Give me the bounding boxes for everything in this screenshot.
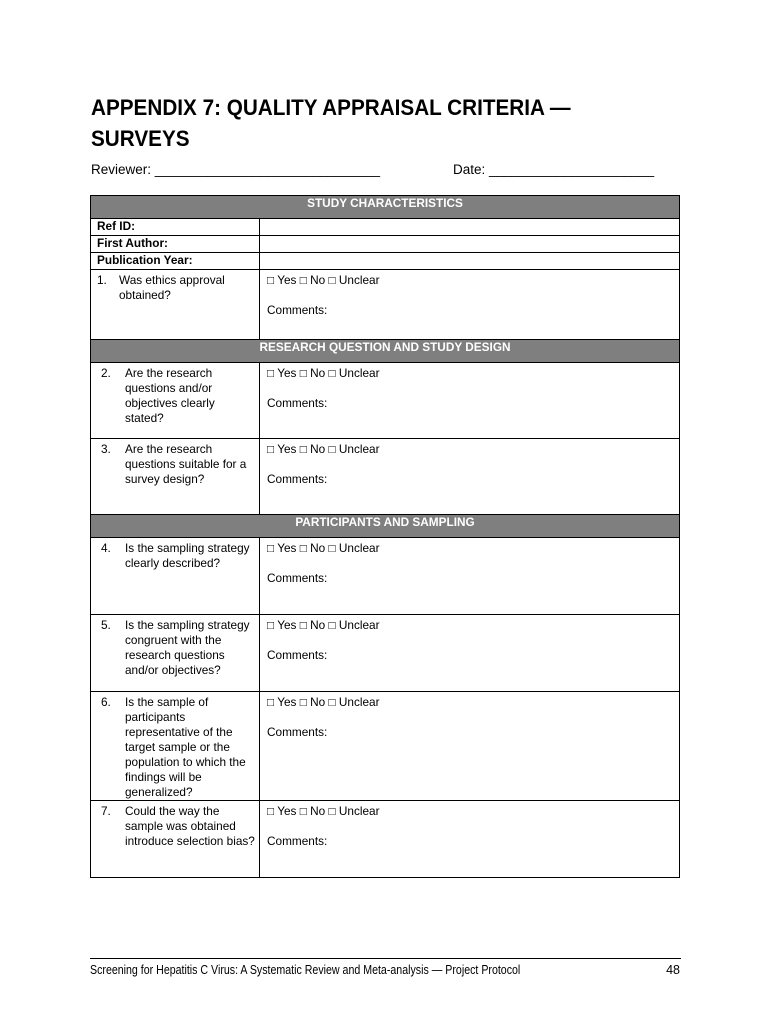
question-cell	[91, 270, 260, 340]
question-text: Could the way the sample was obtained introduce selection bias?	[125, 804, 255, 848]
date-field[interactable]: Date: ______________________	[453, 162, 655, 177]
question-cell	[91, 439, 260, 515]
reviewer-field[interactable]: Reviewer: ______________________________	[91, 162, 381, 177]
answer-cell	[260, 801, 680, 878]
comments-field[interactable]: Comments:	[267, 302, 328, 317]
question-cell	[91, 538, 260, 615]
question-text: Is the sample of participants representative of the target sample or the population to which the findings will be generalized?	[125, 695, 246, 799]
comments-field[interactable]: Comments:	[267, 395, 328, 410]
question-number: 2.	[101, 366, 111, 380]
first-author-label: First Author:	[91, 236, 260, 253]
question-row-1	[91, 270, 680, 340]
appraisal-table	[90, 195, 680, 878]
answer-cell	[260, 270, 680, 340]
question-cell	[91, 692, 260, 801]
comments-field[interactable]: Comments:	[267, 471, 328, 486]
yes-no-unclear-options[interactable]: □ Yes □ No □ Unclear	[267, 804, 380, 818]
section-title: PARTICIPANTS AND SAMPLING	[91, 515, 680, 538]
ref-id-label: Ref ID:	[91, 219, 260, 236]
question-cell	[91, 615, 260, 692]
question-row-6	[91, 692, 680, 801]
question-cell	[91, 363, 260, 439]
publication-year-row	[91, 253, 680, 270]
section-header-participants-sampling	[91, 515, 680, 538]
answer-cell	[260, 439, 680, 515]
yes-no-unclear-options[interactable]: □ Yes □ No □ Unclear	[267, 695, 380, 709]
question-number: 6.	[101, 695, 111, 709]
yes-no-unclear-options[interactable]: □ Yes □ No □ Unclear	[267, 541, 380, 555]
question-text: Was ethics approval obtained?	[119, 273, 225, 302]
question-text: Are the research questions and/or objectives clearly stated?	[125, 366, 215, 425]
question-number: 3.	[101, 442, 111, 456]
section-title: RESEARCH QUESTION AND STUDY DESIGN	[91, 340, 680, 363]
question-row-3	[91, 439, 680, 515]
ref-id-row	[91, 219, 680, 236]
first-author-value[interactable]	[260, 236, 680, 253]
question-cell	[91, 801, 260, 878]
yes-no-unclear-options[interactable]: □ Yes □ No □ Unclear	[267, 442, 380, 456]
answer-cell	[260, 615, 680, 692]
question-row-4	[91, 538, 680, 615]
ref-id-value[interactable]	[260, 219, 680, 236]
page-title: APPENDIX 7: QUALITY APPRAISAL CRITERIA — SURVEYS	[91, 95, 571, 151]
question-number: 5.	[101, 618, 111, 632]
section-header-research-question	[91, 340, 680, 363]
comments-field[interactable]: Comments:	[267, 724, 328, 739]
question-number: 4.	[101, 541, 111, 555]
answer-cell	[260, 692, 680, 801]
question-row-2	[91, 363, 680, 439]
question-text: Is the sampling strategy clearly described?	[125, 541, 250, 570]
footer-divider	[90, 958, 681, 959]
comments-field[interactable]: Comments:	[267, 833, 328, 848]
section-title: STUDY CHARACTERISTICS	[91, 196, 680, 219]
section-header-study-characteristics	[91, 196, 680, 219]
first-author-row	[91, 236, 680, 253]
comments-field[interactable]: Comments:	[267, 570, 328, 585]
question-row-7	[91, 801, 680, 878]
yes-no-unclear-options[interactable]: □ Yes □ No □ Unclear	[267, 273, 380, 287]
question-number: 1.	[97, 273, 107, 287]
page-number: 48	[666, 963, 680, 977]
question-number: 7.	[101, 804, 111, 818]
answer-cell	[260, 538, 680, 615]
publication-year-label: Publication Year:	[91, 253, 260, 270]
question-row-5	[91, 615, 680, 692]
comments-field[interactable]: Comments:	[267, 647, 328, 662]
question-text: Is the sampling strategy congruent with the research questions and/or objectives?	[125, 618, 250, 677]
answer-cell	[260, 363, 680, 439]
publication-year-value[interactable]	[260, 253, 680, 270]
question-text: Are the research questions suitable for a survey design?	[125, 442, 247, 486]
footer-document-title: Screening for Hepatitis C Virus: A Systematic Review and Meta-analysis — Project Protocol	[90, 963, 521, 977]
yes-no-unclear-options[interactable]: □ Yes □ No □ Unclear	[267, 618, 380, 632]
yes-no-unclear-options[interactable]: □ Yes □ No □ Unclear	[267, 366, 380, 380]
